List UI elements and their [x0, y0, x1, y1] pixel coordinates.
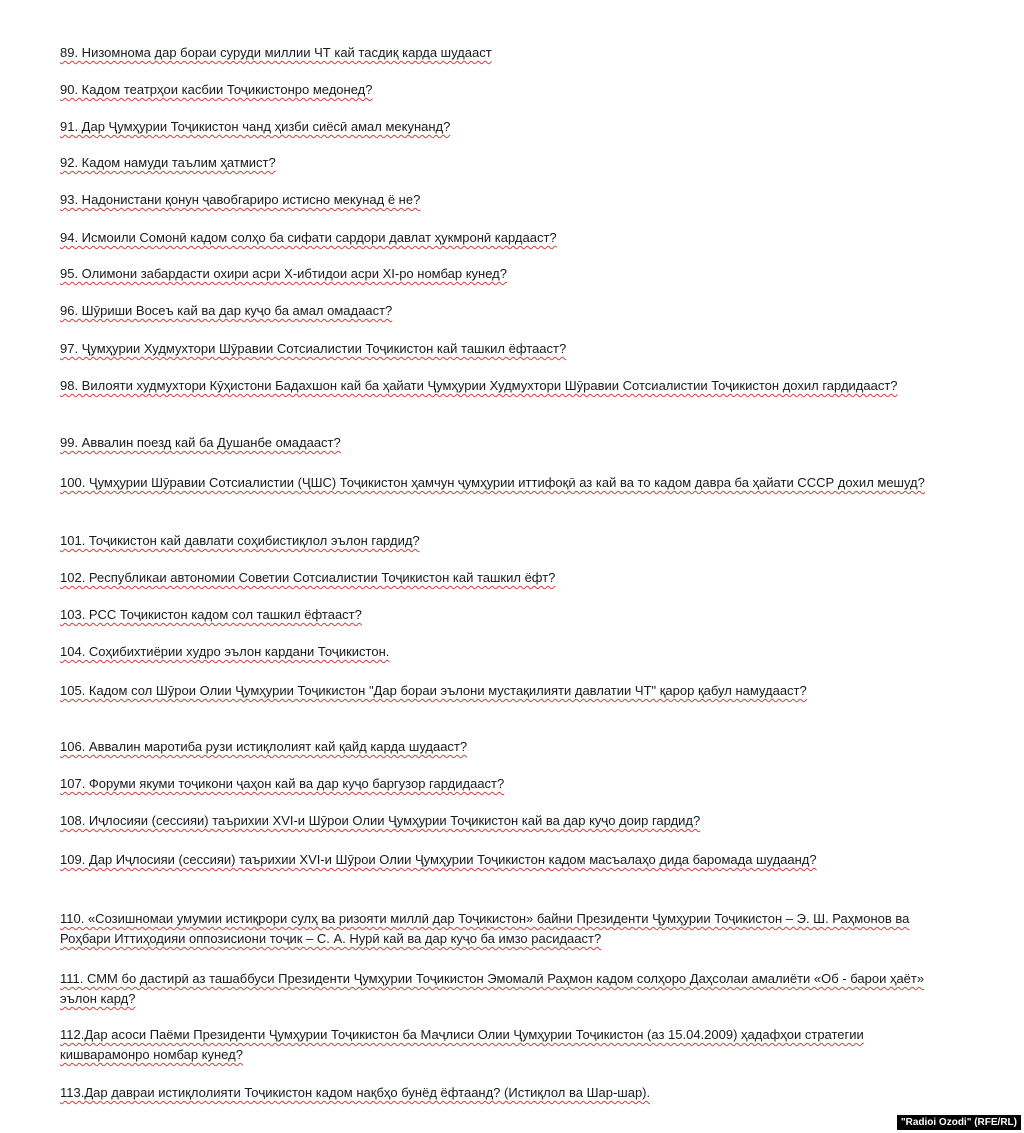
question-109: 109. Дар Иҷлосияи (сессияи) таърихии XVI-и Шӯрои Олии Ҷумҳурии Тоҷикистон кадом масъалаҳо дида баромада шудаанд? [60, 852, 817, 867]
question-113: 113.Дар давраи истиқлолияти Тоҷикистон кадом нақбҳо бунёд ёфтаанд? (Истиқлол ва Шар-шар). [60, 1085, 651, 1100]
question-97: 97. Ҷумҳурии Худмухтори Шӯравии Сотсиалистии Тоҷикистон кай ташкил ёфтааст? [60, 341, 567, 356]
question-92: 92. Кадом намуди таълим ҳатмист? [60, 155, 276, 170]
photo-credit-badge: "Radioi Ozodi" (RFE/RL) [897, 1115, 1021, 1130]
question-104: 104. Соҳибихтиёрии худро эълон кардани Тоҷикистон. [60, 644, 390, 659]
question-106: 106. Аввалин маротиба рузи истиқлолият кай қайд карда шудааст? [60, 739, 468, 754]
question-93: 93. Надонистани қонун ҷавобгариро истисно мекунад ё не? [60, 192, 421, 207]
question-110: 110. «Созишномаи умумии истиқрори сулҳ ва ризояти миллӣ дар Тоҷикистон» байни Президенти Ҷумҳурии Тоҷикистон – Э. Ш. Раҳмонов ва Роҳбари Иттиҳодияи оппозисиони тоҷик – С. А. Нурӣ кай ва дар куҷо ба имзо расидааст? [60, 911, 910, 946]
question-90: 90. Кадом театрҳои касбии Тоҷикистонро медонед? [60, 82, 373, 97]
question-95: 95. Олимони забардасти охири асри X-ибтидои асри XI-ро номбар кунед? [60, 266, 507, 281]
question-91: 91. Дар Ҷумҳурии Тоҷикистон чанд ҳизби сиёсӣ амал мекунанд? [60, 119, 451, 134]
question-111: 111. СММ бо дастирӣ аз ташаббуси Президенти Ҷумҳурии Тоҷикистон Эмомалӣ Раҳмон кадом солҳоро Даҳсолаи амалиёти «Об - барои ҳаёт» эълон кард? [60, 971, 925, 1006]
question-107: 107. Форуми якуми тоҷикони ҷаҳон кай ва дар куҷо баргузор гардидааст? [60, 776, 505, 791]
question-101: 101. Тоҷикистон кай давлати соҳибистиқлол эълон гардид? [60, 533, 420, 548]
question-108: 108. Иҷлосияи (сессияи) таърихии XVI-и Шӯрои Олии Ҷумҳурии Тоҷикистон кай ва дар куҷо доир гардид? [60, 813, 701, 828]
question-102: 102. Республикаи автономии Советии Сотсиалистии Тоҷикистон кай ташкил ёфт? [60, 570, 556, 585]
question-96: 96. Шӯриши Восеъ кай ва дар куҷо ба амал омадааст? [60, 303, 393, 318]
question-89: 89. Низомнома дар бораи суруди миллии ЧТ кай тасдиқ карда шудааст [60, 45, 492, 60]
question-100: 100. Ҷумҳурии Шӯравии Сотсиалистии (ҶШС) Тоҷикистон ҳамчун ҷумҳурии иттифоқӣ аз кай ва то кадом давра ба ҳайати СССР дохил мешуд? [60, 475, 925, 490]
question-103: 103. РСС Тоҷикистон кадом сол ташкил ёфтааст? [60, 607, 362, 622]
question-94: 94. Исмоили Сомонӣ кадом солҳо ба сифати сардори давлат ҳукмронӣ кардааст? [60, 230, 557, 245]
question-105: 105. Кадом сол Шӯрои Олии Ҷумҳурии Тоҷикистон "Дар бораи эълони мустақилияти давлатии ЧТ" қарор қабул намудааст? [60, 683, 807, 698]
question-99: 99. Аввалин поезд кай ба Душанбе омадааст? [60, 435, 341, 450]
question-98: 98. Вилояти худмухтори Кӯҳистони Бадахшон кай ба ҳайати Ҷумҳурии Худмухтори Шӯравии Сотсиалистии Тоҷикистон дохил гардидааст? [60, 378, 898, 393]
question-112: 112.Дар асоси Паёми Президенти Ҷумҳурии Тоҷикистон ба Маҷлиси Олии Ҷумҳурии Тоҷикистон (аз 15.04.2009) ҳадафҳои стратегии кишварамонро номбар кунед? [60, 1027, 864, 1062]
